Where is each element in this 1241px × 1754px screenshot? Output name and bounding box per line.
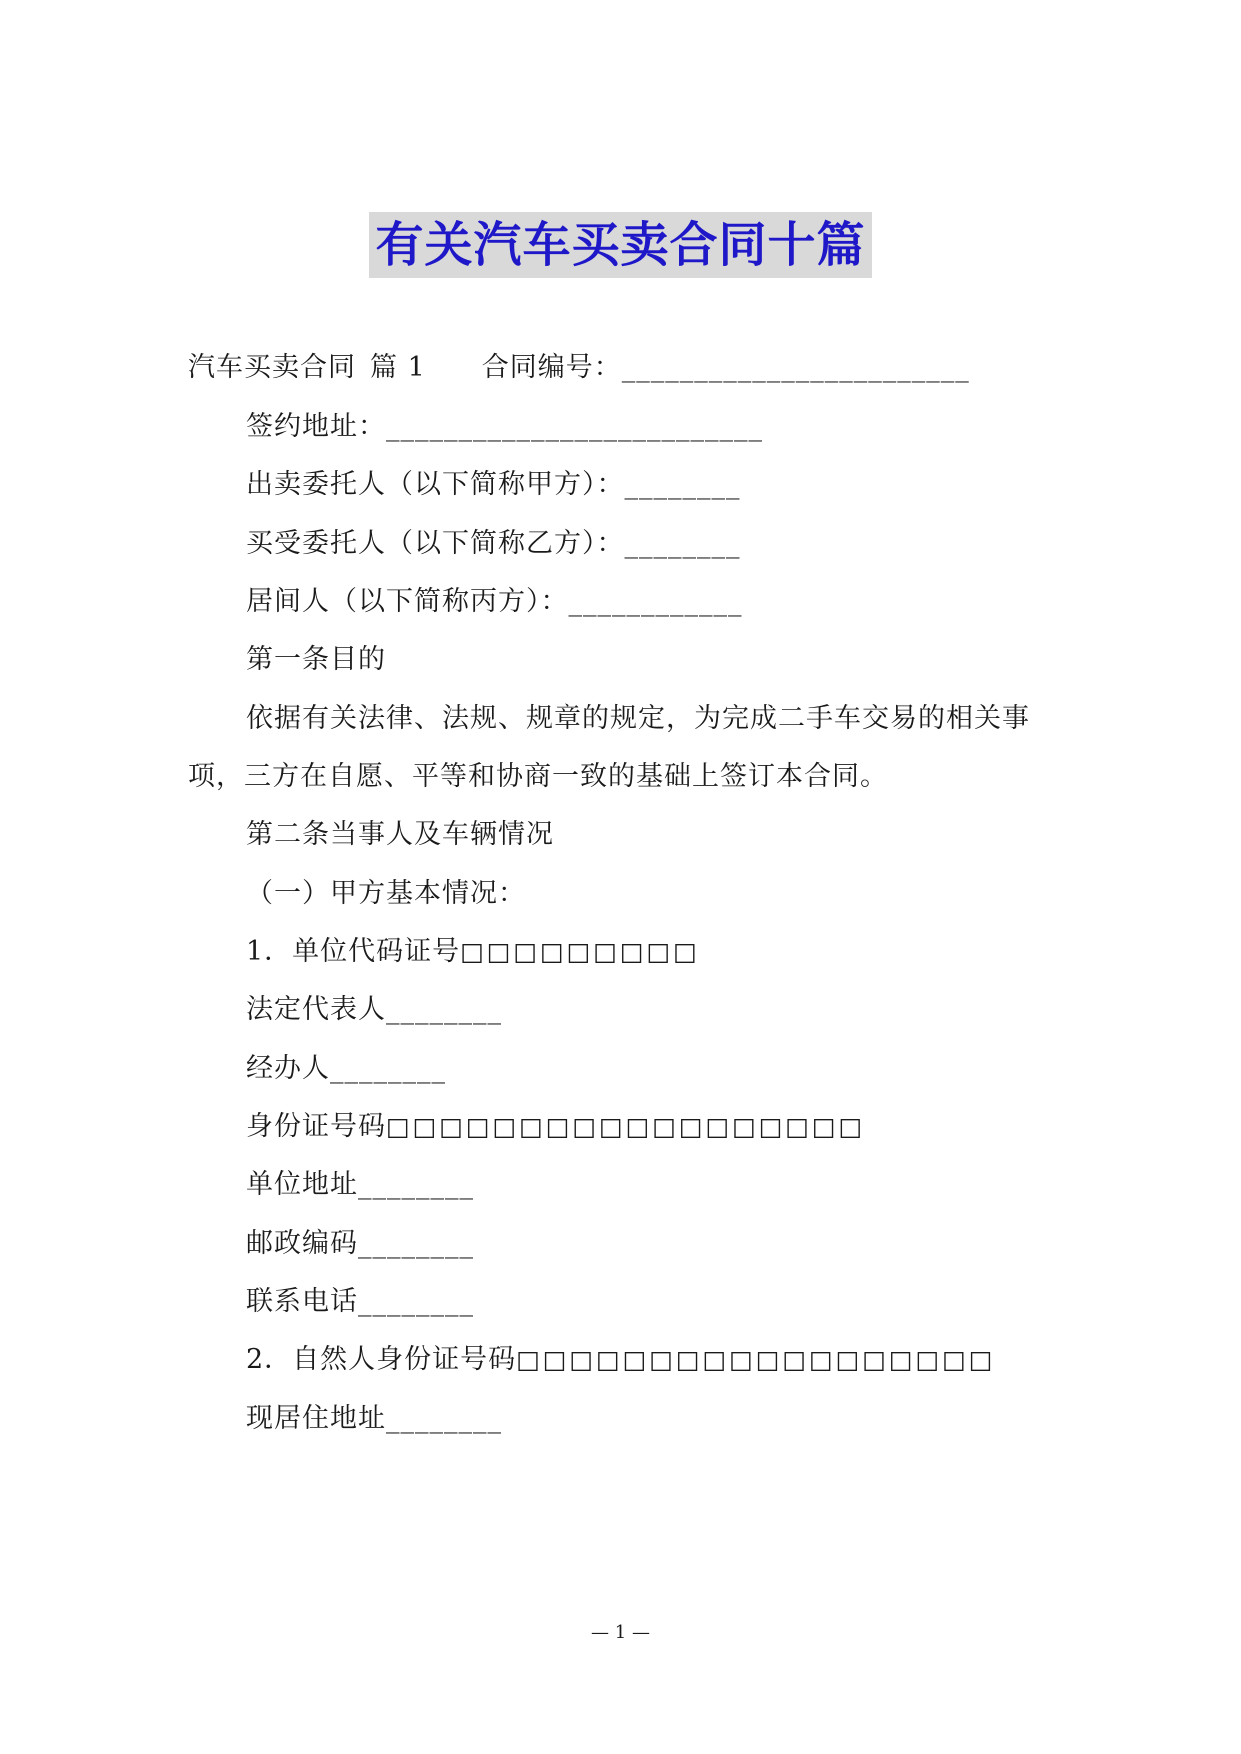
- residence-label: 现居住地址: [246, 1403, 386, 1434]
- article-1-title: 第一条目的: [246, 644, 386, 675]
- postal-code-line: [246, 1226, 474, 1262]
- handler-label: 经办人: [246, 1053, 330, 1084]
- buyer-line: [246, 526, 741, 562]
- id-number-label: 身份证号码: [246, 1111, 386, 1142]
- seller-label: 出卖委托人（以下简称甲方）：: [246, 469, 625, 500]
- item-1-line: [246, 934, 700, 970]
- company-address-line: [246, 1167, 474, 1203]
- item-1-code-boxes: □□□□□□□□□: [460, 937, 700, 966]
- legal-representative-label: 法定代表人: [246, 994, 386, 1025]
- handler-line: [246, 1051, 446, 1087]
- company-address-blank: ________: [358, 1169, 474, 1200]
- contract-name: 汽车买卖合同: [188, 352, 356, 383]
- seller-blank: ________: [624, 469, 741, 500]
- intermediary-label: 居间人（以下简称丙方）：: [246, 586, 569, 617]
- item-1-label: 1．单位代码证号: [246, 936, 461, 967]
- signing-address-label: 签约地址：: [246, 411, 386, 442]
- phone-blank: ________: [358, 1286, 474, 1317]
- postal-code-label: 邮政编码: [246, 1228, 358, 1259]
- residence-blank: ________: [386, 1403, 502, 1434]
- phone-line: [246, 1284, 474, 1320]
- signing-address-blank: __________________________: [386, 411, 763, 442]
- signing-address-line: [246, 409, 763, 445]
- id-number-boxes: □□□□□□□□□□□□□□□□□□: [386, 1112, 866, 1141]
- page-number: — 1 —: [591, 1622, 650, 1643]
- title-container: [0, 212, 1241, 278]
- intermediary-line: [246, 584, 743, 620]
- buyer-blank: ________: [624, 528, 741, 559]
- legal-representative-blank: ________: [386, 994, 502, 1025]
- article-2-title: 第二条当事人及车辆情况: [246, 819, 554, 850]
- item-2-id-boxes: □□□□□□□□□□□□□□□□□□: [516, 1345, 996, 1374]
- contract-number-blank: ________________________: [621, 352, 970, 383]
- article-1-text-line-1: 依据有关法律、法规、规章的规定，为完成二手车交易的相关事: [246, 703, 1030, 734]
- intermediary-blank: ____________: [568, 586, 743, 617]
- residence-line: [246, 1401, 502, 1437]
- contract-number-label: 合同编号：: [481, 352, 622, 383]
- handler-blank: ________: [330, 1053, 446, 1084]
- postal-code-blank: ________: [358, 1228, 474, 1259]
- legal-representative-line: [246, 992, 502, 1028]
- section-1-title: （一）甲方基本情况：: [246, 878, 526, 909]
- phone-label: 联系电话: [246, 1286, 358, 1317]
- seller-line: [246, 467, 741, 503]
- item-2-line: [246, 1342, 995, 1378]
- company-address-label: 单位地址: [246, 1169, 358, 1200]
- contract-part-number: 篇 1: [370, 352, 426, 383]
- contract-header-line: [188, 350, 970, 386]
- article-1-text-line-2: 项，三方在自愿、平等和协商一致的基础上签订本合同。: [188, 761, 888, 792]
- document-title: 有关汽车买卖合同十篇: [369, 212, 871, 278]
- buyer-label: 买受委托人（以下简称乙方）：: [246, 528, 625, 559]
- id-number-line: [246, 1109, 865, 1145]
- item-2-label: 2．自然人身份证号码: [246, 1344, 517, 1375]
